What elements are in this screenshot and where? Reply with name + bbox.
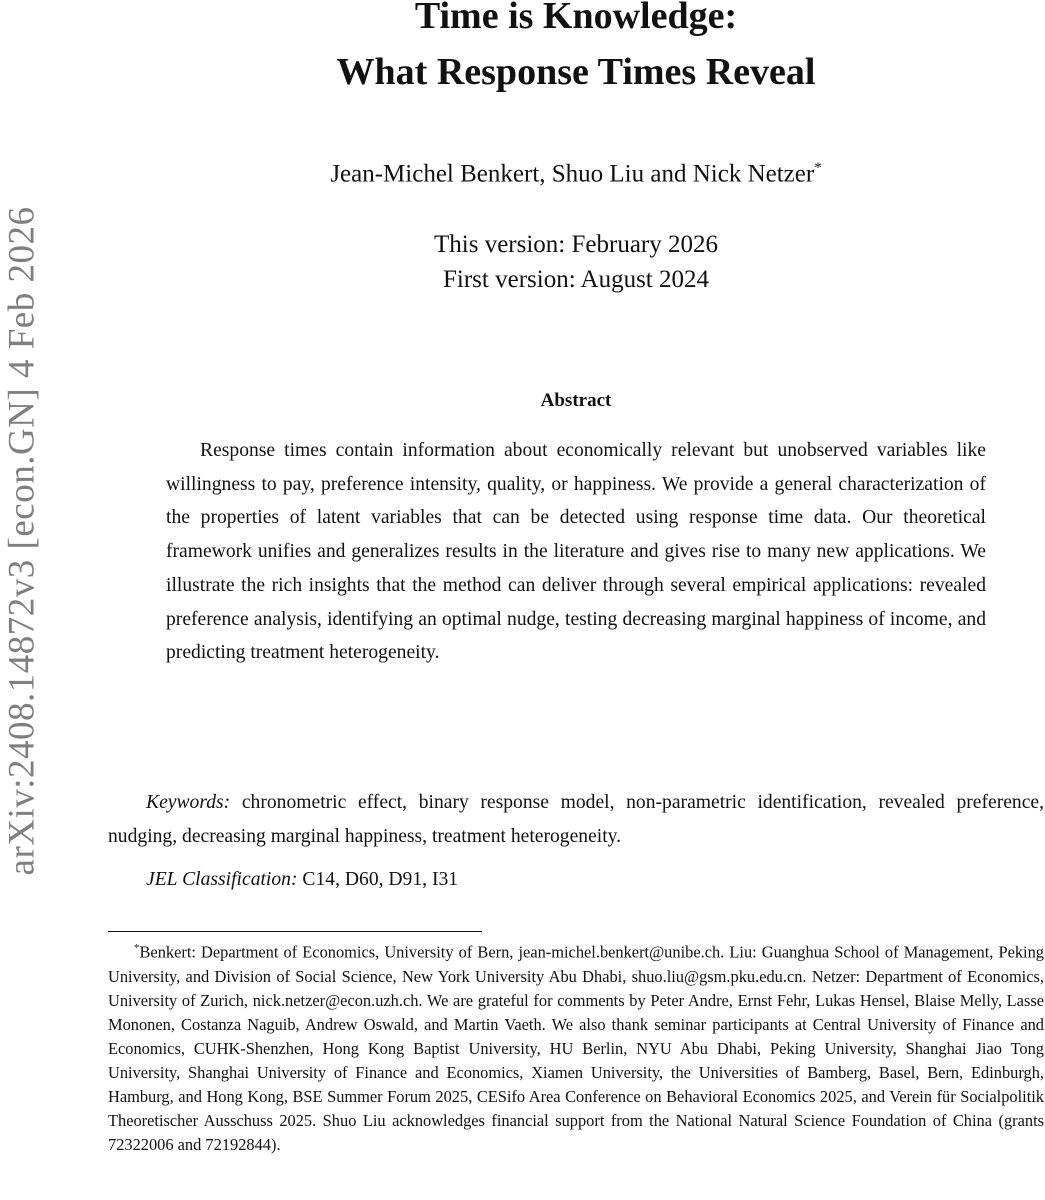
first-version: First version: August 2024 — [443, 266, 709, 293]
jel-label: JEL Classification: — [146, 869, 298, 890]
footnote-mark: * — [134, 942, 140, 954]
arxiv-stamp-text: arXiv:2408.14872v3 [econ.GN] 4 Feb 2026 — [1, 206, 43, 876]
title-line-1: Time is Knowledge: — [414, 0, 738, 37]
this-version: This version: February 2026 — [434, 231, 718, 258]
keywords — [108, 786, 1044, 854]
footnote — [108, 936, 1044, 1157]
abstract-body: Response times contain information about economically relevant but unobserved variables like willingness to pay, preference intensity, quality, or happiness. We provide a general characterization of the properties of latent variables that can be detected using response time data. Our theoretical framework unifies and generalizes results in the literature and gives rise to many new applications. We illustrate the rich insights that the method can deliver through several empirical applications: revealed preference analysis, identifying an optimal nudge, testing decreasing marginal happiness of income, and predicting treatment heterogeneity. — [166, 440, 986, 664]
author-list — [108, 160, 1044, 188]
abstract-heading: Abstract — [540, 390, 612, 411]
arxiv-identifier-stamp — [0, 0, 44, 1200]
jel-classification — [146, 869, 458, 891]
footnote-text: Benkert: Department of Economics, University of Bern, jean-michel.benkert@unibe.ch. Liu: Guanghua School of Management, Peking University, and Division of Social Science, New York University Abu Dhabi, shuo.liu@gsm.pku.edu.cn. Netzer: Department of Economics, University of Zurich, nick.netzer@econ.uzh.ch. We are grateful for comments by Peter Andre, Ernst Fehr, Lukas Hensel, Blaise Melly, Lasse Mononen, Costanza Naguib, Andrew Oswald, and Martin Vaeth. We also thank seminar participants at Central University of Finance and Economics, CUHK-Shenzhen, Hong Kong Baptist University, HU Berlin, NYU Abu Dhabi, Peking University, Shanghai Jiao Tong University, Shanghai University of Finance and Economics, Xiamen University, the Universities of Bamberg, Basel, Bern, Edinburgh, Hamburg, and Hong Kong, BSE Summer Forum 2025, CESifo Area Conference on Behavioral Economics 2025, and Verein für Socialpolitik Theoretischer Ausschuss 2025. Shuo Liu acknowledges financial support from the National Natural Science Foundation of China (grants 72322006 and 72192844). — [108, 942, 1044, 1155]
version-info — [108, 227, 1044, 297]
title-line-2: What Response Times Reveal — [336, 51, 816, 93]
jel-codes: C14, D60, D91, I31 — [302, 869, 459, 890]
author-names: Jean-Michel Benkert, Shuo Liu and Nick Netzer — [330, 160, 815, 188]
author-footnote-mark: * — [814, 160, 822, 176]
paper-title — [108, 0, 1044, 100]
keywords-text: chronometric effect, binary response model, non-parametric identification, revealed preference, nudging, decreasing marginal happiness, treatment heterogeneity. — [108, 792, 1045, 847]
footnote-divider — [108, 931, 482, 932]
keywords-label: Keywords: — [146, 792, 231, 813]
